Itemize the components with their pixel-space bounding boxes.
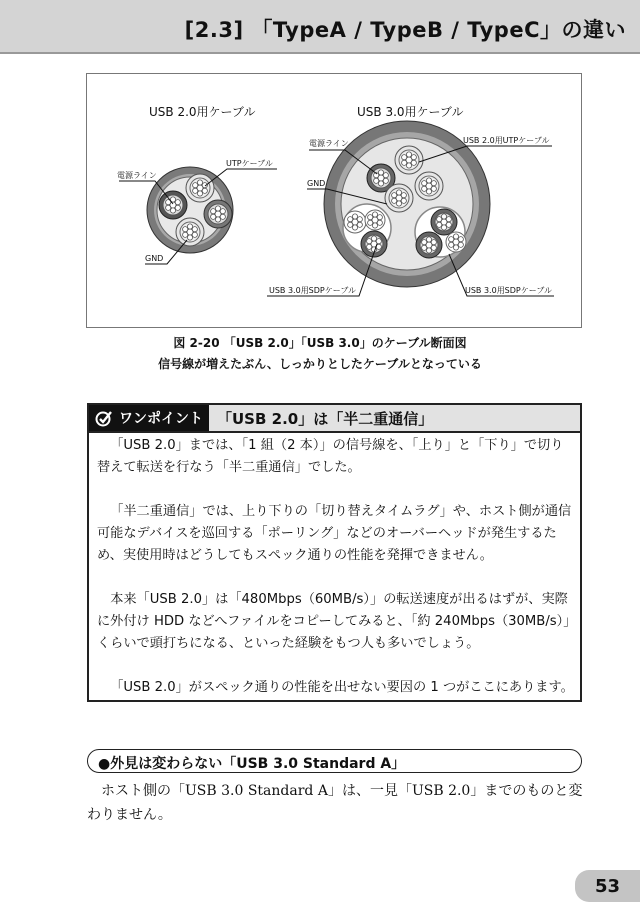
checkmark-icon bbox=[95, 409, 113, 427]
figure-caption-line1: 図 2-20 「USB 2.0」「USB 3.0」のケーブル断面図 bbox=[173, 336, 467, 350]
usb2-title: USB 2.0用ケーブル bbox=[149, 105, 256, 119]
body-paragraph: ホスト側の「USB 3.0 Standard A」は、一見「USB 2.0」までのものと変わりません。 bbox=[87, 783, 583, 823]
page-header bbox=[0, 0, 640, 54]
onepoint-badge bbox=[89, 405, 209, 431]
usb2-gnd-label: GND bbox=[145, 254, 164, 263]
cable-diagram bbox=[87, 74, 583, 329]
onepoint-paragraph: 「USB 2.0」がスペック通りの性能を出せない要因の 1 つがここにあります。 bbox=[110, 680, 574, 695]
usb2-cable bbox=[147, 167, 233, 253]
section-heading-box bbox=[87, 749, 582, 773]
page-title: [2.3] 「TypeA / TypeB / TypeC」の違い bbox=[184, 18, 626, 42]
onepoint-badge-label: ワンポイント bbox=[119, 411, 203, 427]
cable-cross-section-figure bbox=[86, 73, 582, 328]
figure-caption-line2: 信号線が増えたぶん、しっかりとしたケーブルとなっている bbox=[158, 357, 482, 371]
usb3-gnd-label: GND bbox=[307, 179, 326, 188]
usb3-cable bbox=[324, 121, 490, 287]
onepoint-paragraph: 本来「USB 2.0」は「480Mbps（60MB/s）」の転送速度が出るはずが、実際に外付け HDD などへファイルをコピーしてみると、「約 240Mbps（30MB/s）」くらいで頭打ちになる、といった経験をもつ人も多いでしょう。 bbox=[97, 592, 570, 651]
onepoint-paragraph: 「半二重通信」では、上り下りの「切り替えタイムラグ」や、ホスト側が通信可能なデバイスを巡回する「ポーリング」などのオーバーヘッドが発生するため、実使用時はどうしてもスペック通りの性能を発揮できません。 bbox=[97, 504, 572, 563]
usb2-power-label: 電源ライン bbox=[117, 171, 157, 180]
usb3-title: USB 3.0用ケーブル bbox=[357, 105, 464, 119]
usb2-utp-label: UTPケーブル bbox=[226, 159, 273, 168]
usb3-utp-label: USB 2.0用UTPケーブル bbox=[463, 136, 550, 145]
usb3-power-label: 電源ライン bbox=[309, 139, 349, 148]
section-heading: ●外見は変わらない「USB 3.0 Standard A」 bbox=[98, 756, 406, 772]
onepoint-header bbox=[89, 405, 580, 433]
page-number: 53 bbox=[575, 870, 640, 902]
usb3-sdp-right-label: USB 3.0用SDPケーブル bbox=[465, 286, 553, 295]
onepoint-paragraph: 「USB 2.0」までは、「1 組（2 本）」の信号線を、「上り」と「下り」で切り替えて転送を行なう「半二重通信」でした。 bbox=[97, 438, 564, 475]
usb3-sdp-left-label: USB 3.0用SDPケーブル bbox=[269, 286, 357, 295]
onepoint-box bbox=[87, 403, 582, 702]
onepoint-title: 「USB 2.0」は「半二重通信」 bbox=[217, 410, 434, 428]
